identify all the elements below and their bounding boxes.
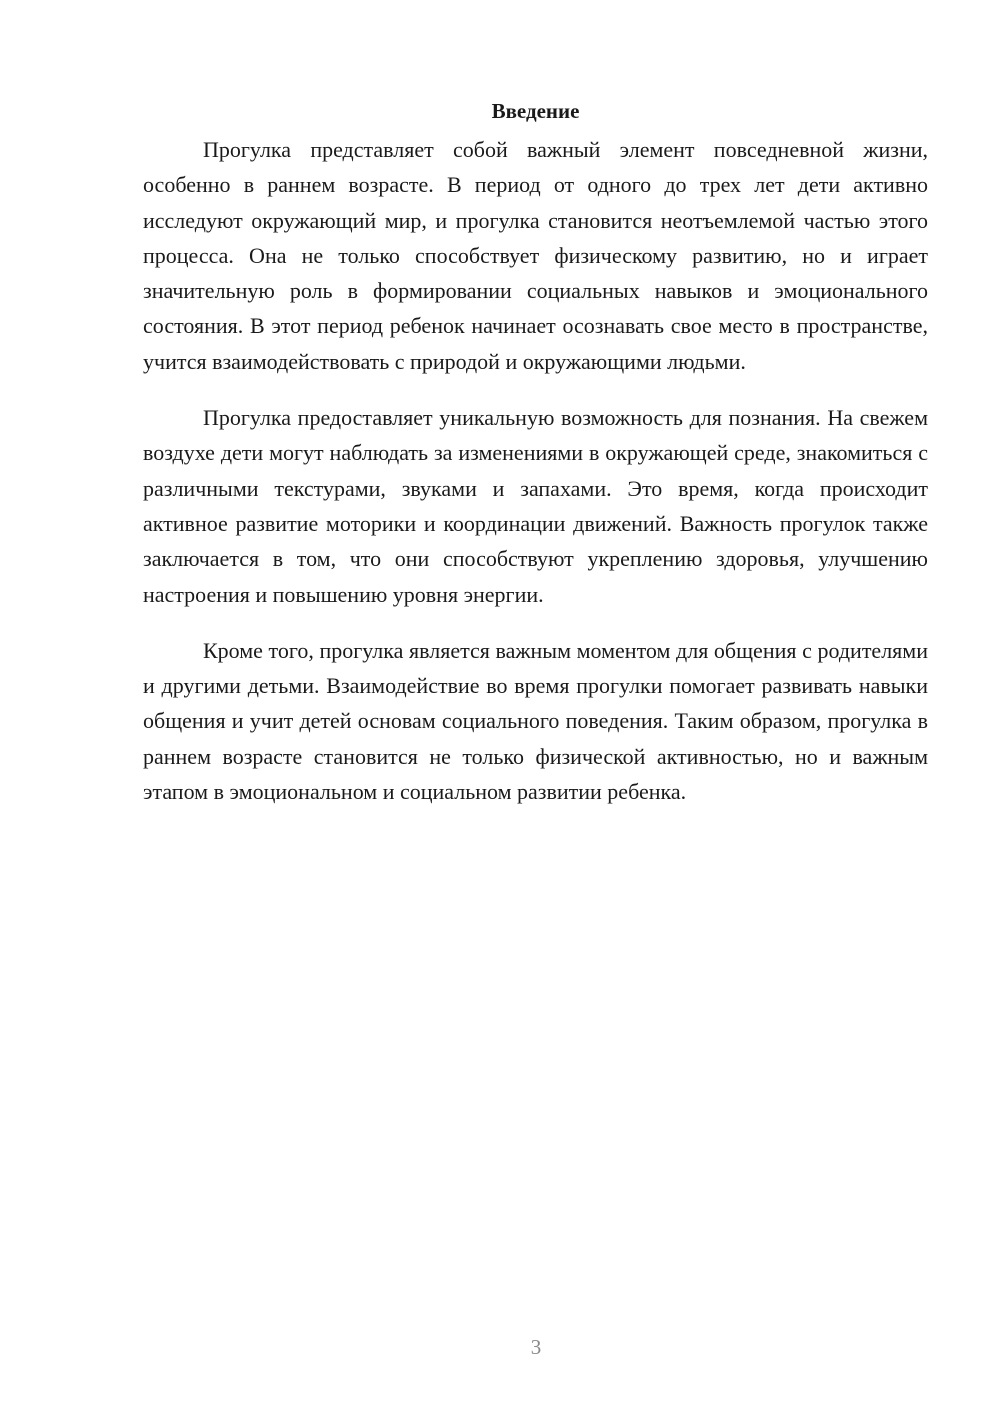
paragraph-1: Прогулка представляет собой важный элемент повседневной жизни, особенно в раннем возрасте. В период от одного до трех лет дети активно исследуют окружающий мир, и прогулка становится неотъемлемой частью этого процесса. Она не только способствует физическому развитию, но и играет значительную роль в формировании социальных навыков и эмоционального состояния. В этот период ребенок начинает осознавать свое место в пространстве, учится взаимодействовать с природой и окружающими людьми.	[143, 137, 928, 374]
page-number: 3	[530, 1335, 542, 1359]
page-content	[143, 96, 928, 830]
paragraph-2: Прогулка предоставляет уникальную возможность для познания. На свежем воздухе дети могут наблюдать за изменениями в окружающей среде, знакомиться с различными текстурами, звуками и запахами. Это время, когда происходит активное развитие моторики и координации движений. Важность прогулок также заключается в том, что они способствуют укреплению здоровья, улучшению настроения и повышению уровня энергии.	[143, 405, 928, 607]
paragraph-3: Кроме того, прогулка является важным моментом для общения с родителями и другими детьми. Взаимодействие во время прогулки помогает развивать навыки общения и учит детей основам социального поведения. Таким образом, прогулка в раннем возрасте становится не только физической активностью, но и важным этапом в эмоциональном и социальном развитии ребенка.	[143, 637, 928, 805]
section-title: Введение	[491, 99, 580, 123]
